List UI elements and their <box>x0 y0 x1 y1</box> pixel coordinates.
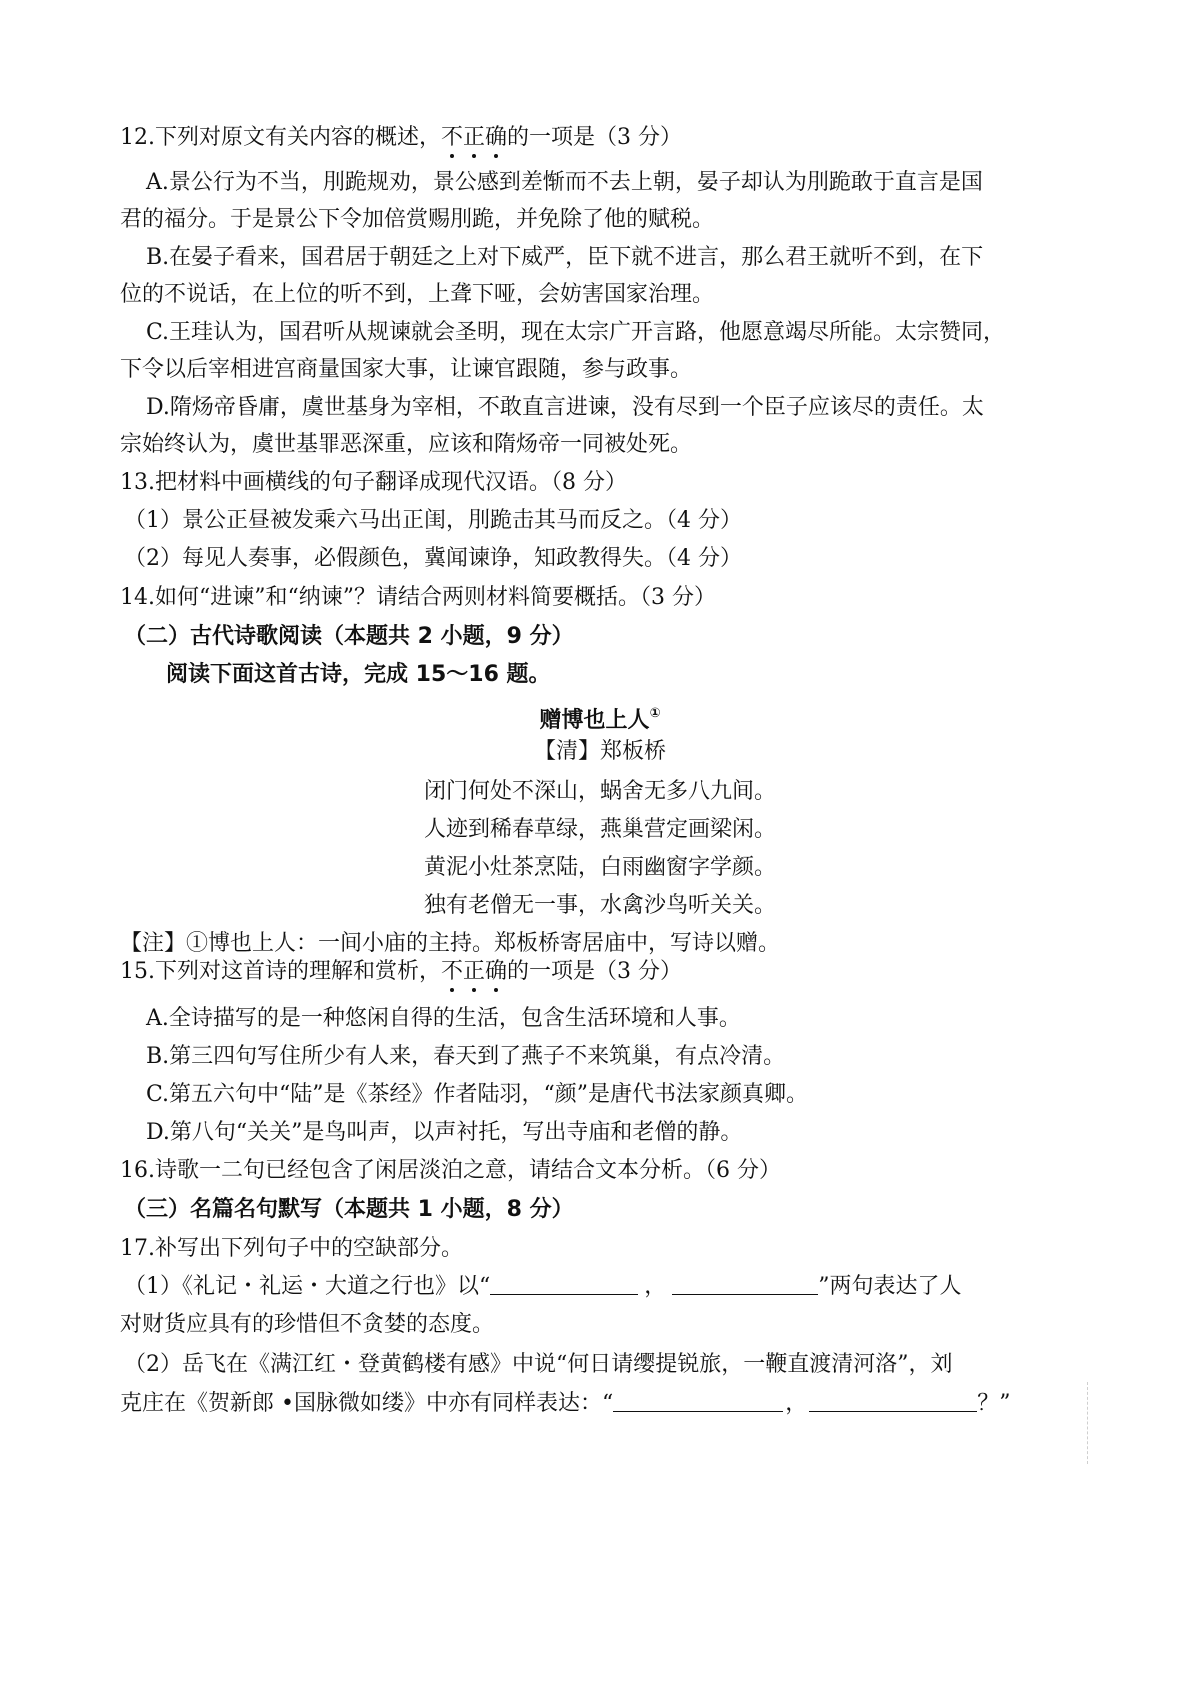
answer-blank[interactable] <box>613 1389 783 1412</box>
emphasis-char: 正 <box>463 123 485 153</box>
poem-author: 【清】郑板桥 <box>533 739 666 764</box>
q15-option-c: C.第五六句中“陆”是《茶经》作者陆羽，“颜”是唐代书法家颜真卿。 <box>146 1082 809 1107</box>
emphasis-char: 确 <box>485 123 507 153</box>
q17-stem: 17.补写出下列句子中的空缺部分。 <box>120 1236 463 1261</box>
poem-line-4: 独有老僧无一事，水禽沙鸟听关关。 <box>423 893 776 918</box>
q17-item-1: （1）《礼记・礼运・大道之行也》以“ ， ”两句表达了人 <box>124 1274 962 1299</box>
q16-stem: 16.诗歌一二句已经包含了闲居淡泊之意，请结合文本分析。（6 分） <box>120 1158 781 1183</box>
divider <box>1087 1382 1088 1464</box>
q15-option-a: A.全诗描写的是一种悠闲自得的生活，包含生活环境和人事。 <box>146 1006 741 1031</box>
answer-blank[interactable] <box>490 1272 638 1295</box>
q13-sentence-2: （2）每见人奏事，必假颜色，冀闻谏诤，知政教得失。（4 分） <box>124 546 742 571</box>
emphasis-char: 不 <box>441 123 463 153</box>
emphasis-char: 正 <box>463 957 485 987</box>
q12-option-c-cont: 下令以后宰相进宫商量国家大事，让谏官跟随，参与政事。 <box>120 357 693 382</box>
answer-blank[interactable] <box>809 1389 977 1412</box>
q12-option-b-cont: 位的不说话，在上位的听不到，上聋下哑，会妨害国家治理。 <box>120 282 715 307</box>
section-3-heading: （三）名篇名句默写（本题共 1 小题，8 分） <box>124 1197 574 1222</box>
section-2-heading: （二）古代诗歌阅读（本题共 2 小题，9 分） <box>124 624 574 649</box>
q14-stem: 14.如何“进谏”和“纳谏”？请结合两则材料简要概括。（3 分） <box>120 585 716 610</box>
q12-option-a: A.景公行为不当，刖跪规劝，景公感到差惭而不去上朝，晏子却认为刖跪敢于直言是国 <box>146 170 983 195</box>
q13-stem: 13.把材料中画横线的句子翻译成现代汉语。（8 分） <box>120 470 627 495</box>
q17-item-2-cont: 克庄在《贺新郎 •国脉微如缕》中亦有同样表达：“ ， ？” <box>120 1391 1011 1416</box>
q17-item-2: （2）岳飞在《满江红・登黄鹤楼有感》中说“何日请缨提锐旅，一鞭直渡清河洛”，刘 <box>124 1352 953 1377</box>
q15-stem: 15.下列对这首诗的理解和赏析，不正确的一项是（3 分） <box>120 957 682 987</box>
q13-sentence-1: （1）景公正昼被发乘六马出正闺，刖跪击其马而反之。（4 分） <box>124 508 742 533</box>
poem-line-3: 黄泥小灶茶烹陆，白雨幽窗字学颜。 <box>423 855 776 880</box>
q15-option-b: B.第三四句写住所少有人来，春天到了燕子不来筑巢，有点冷清。 <box>146 1044 786 1069</box>
q17-item-1-cont: 对财货应具有的珍惜但不贪婪的态度。 <box>120 1312 495 1337</box>
poem-line-2: 人迹到稀春草绿，燕巢营定画梁闲。 <box>423 817 776 842</box>
q12-option-d-cont: 宗始终认为，虞世基罪恶深重，应该和隋炀帝一同被处死。 <box>120 432 693 457</box>
footnote-marker: ① <box>649 706 661 721</box>
poem-note: 【注】①博也上人：一间小庙的主持。郑板桥寄居庙中，写诗以赠。 <box>120 931 781 956</box>
q12-stem: 12.下列对原文有关内容的概述，不正确的一项是（3 分） <box>120 123 682 153</box>
q15-option-d: D.第八句“关关”是鸟叫声，以声衬托，写出寺庙和老僧的静。 <box>146 1120 743 1145</box>
q12-option-c: C.王珪认为，国君听从规谏就会圣明，现在太宗广开言路，他愿意竭尽所能。太宗赞同， <box>146 320 1006 345</box>
q12-option-a-cont: 君的福分。于是景公下令加倍赏赐刖跪，并免除了他的赋税。 <box>120 207 715 232</box>
answer-blank[interactable] <box>672 1272 818 1295</box>
q12-option-d: D.隋炀帝昏庸，虞世基身为宰相，不敢直言进谏，没有尽到一个臣子应该尽的责任。太 <box>146 395 984 420</box>
q12-option-b: B.在晏子看来，国君居于朝廷之上对下威严，臣下就不进言，那么君王就听不到，在下 <box>146 245 984 270</box>
poem-line-1: 闭门何处不深山，蜗舍无多八九间。 <box>423 779 776 804</box>
poem-title: 赠博也上人① <box>539 706 661 733</box>
emphasis-char: 不 <box>441 957 463 987</box>
section-2-intro: 阅读下面这首古诗，完成 15～16 题。 <box>166 662 551 687</box>
emphasis-char: 确 <box>485 957 507 987</box>
